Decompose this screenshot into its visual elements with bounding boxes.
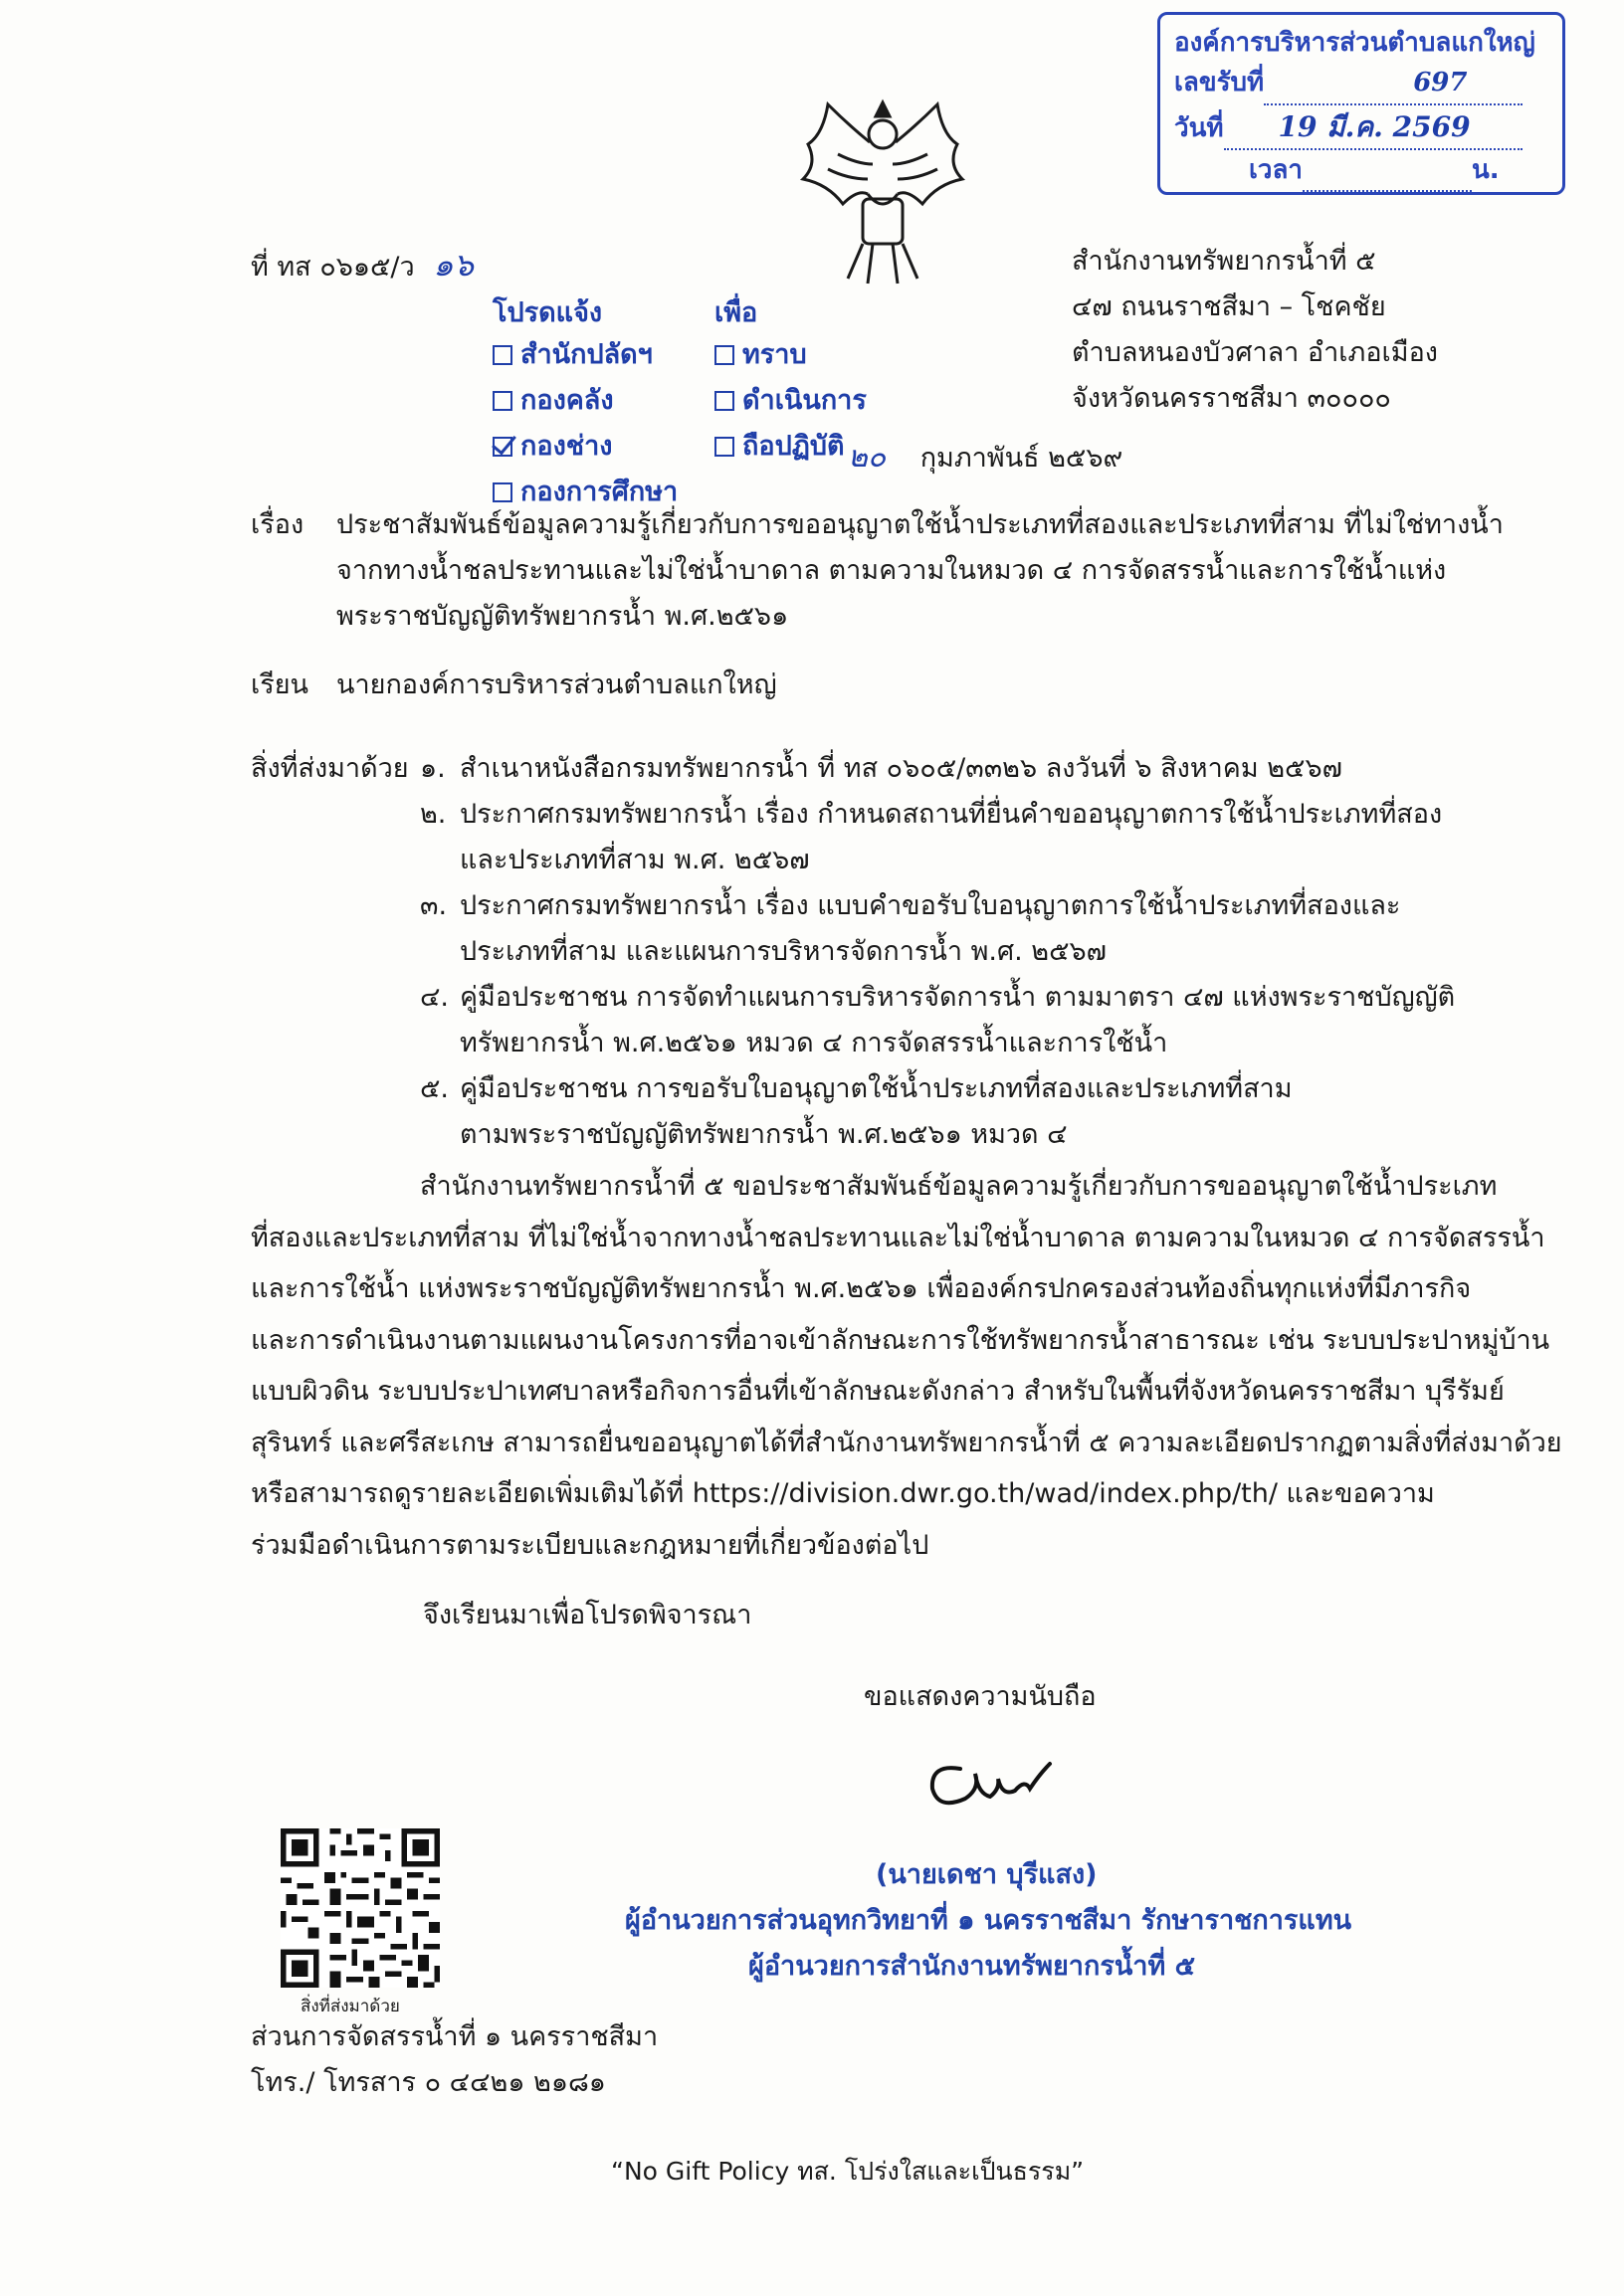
body-line: สุรินทร์ และศรีสะเกษ สามารถยื่นขออนุญาตได้ที่สำนักงานทรัพยากรน้ำที่ ๕ ความละเอียดปรากฏตามสิ่งที่ส่งมาด้วย bbox=[251, 1427, 1562, 1458]
stamp-time-row bbox=[1174, 150, 1548, 192]
sender-line: สำนักงานทรัพยากรน้ำที่ ๕ bbox=[1072, 246, 1376, 277]
subject-label: เรื่อง bbox=[251, 509, 304, 540]
subject-line: จากทางน้ำชลประทานและไม่ใช่น้ำบาดาล ตามความในหมวด ๔ การจัดสรรน้ำและการใช้น้ำแห่ง bbox=[336, 555, 1447, 586]
closing-request: จึงเรียนมาเพื่อโปรดพิจารณา bbox=[423, 1600, 752, 1630]
body-line: สำนักงานทรัพยากรน้ำที่ ๕ ขอประชาสัมพันธ์ข้อมูลความรู้เกี่ยวกับการขออนุญาตใช้น้ำประเภท bbox=[420, 1171, 1498, 1202]
body-line: แบบผิวดิน ระบบประปาเทศบาลหรือกิจการอื่นที่เข้าลักษณะดังกล่าว สำหรับในพื้นที่จังหวัดนครราชสีมา บุรีรัมย์ bbox=[251, 1376, 1505, 1407]
to-value: นายกองค์การบริหารส่วนตำบลแกใหญ่ bbox=[336, 670, 777, 700]
qr-caption: สิ่งที่ส่งมาด้วย bbox=[301, 1997, 400, 2016]
sender-address bbox=[1072, 246, 1438, 429]
subject-line: พระราชบัญญัติทรัพยากรน้ำ พ.ศ.๒๕๖๑ bbox=[336, 601, 789, 632]
attachments-label: สิ่งที่ส่งมาด้วย bbox=[251, 753, 409, 784]
doc-number-handwritten: ๑๖ bbox=[433, 246, 474, 284]
routing-notify-list bbox=[493, 332, 678, 515]
checkbox-icon[interactable] bbox=[714, 345, 734, 365]
checkbox-icon[interactable] bbox=[493, 345, 512, 365]
stamp-time-field bbox=[1303, 150, 1472, 192]
stamp-date-row bbox=[1174, 105, 1548, 150]
signatory-position-1: ผู้อำนวยการส่วนอุทกวิทยาที่ ๑ นครราชสีมา รักษาราชการแทน bbox=[625, 1905, 1352, 1936]
checkbox-icon[interactable] bbox=[714, 437, 734, 457]
routing-option-acknowledge[interactable]: ทราบ bbox=[714, 332, 867, 378]
qr-code[interactable] bbox=[281, 1828, 440, 1988]
to-label: เรียน bbox=[251, 670, 309, 700]
signatory-name: (นายเดชา บุรีแสง) bbox=[876, 1859, 1098, 1890]
stamp-org: องค์การบริหารส่วนตำบลแกใหญ่ bbox=[1174, 28, 1535, 58]
handwritten-signature bbox=[920, 1739, 1070, 1818]
garuda-emblem bbox=[788, 95, 977, 293]
signatory-position-2: ผู้อำนวยการสำนักงานทรัพยากรน้ำที่ ๕ bbox=[748, 1951, 1196, 1982]
body-paragraph bbox=[251, 1171, 1562, 1581]
subject-text bbox=[336, 509, 1504, 647]
stamp-received-no: 697 bbox=[1413, 68, 1468, 98]
date-month-year: กุมภาพันธ์ ๒๕๖๙ bbox=[919, 443, 1123, 474]
contact-unit: ส่วนการจัดสรรน้ำที่ ๑ นครราชสีมา bbox=[251, 2021, 659, 2052]
routing-option-finance[interactable]: กองคลัง bbox=[493, 378, 678, 424]
subject-line: ประชาสัมพันธ์ข้อมูลความรู้เกี่ยวกับการขออนุญาตใช้น้ำประเภทที่สองและประเภทที่สาม ที่ไม่ใช่ทางน้ำ bbox=[336, 509, 1504, 540]
routing-option-comply[interactable]: ถือปฏิบัติ bbox=[714, 424, 867, 470]
body-line: และการใช้น้ำ แห่งพระราชบัญญัติทรัพยากรน้ำ พ.ศ.๒๕๖๑ เพื่อองค์กรปกครองส่วนท้องถิ่นทุกแห่งที่มีภารกิจ bbox=[251, 1273, 1472, 1304]
body-line: หรือสามารถดูรายละเอียดเพิ่มเติมได้ที่ https://division.dwr.go.th/wad/index.php/th/ และขอความ bbox=[251, 1478, 1435, 1509]
checkbox-icon[interactable] bbox=[714, 391, 734, 411]
routing-option-engineering[interactable]: กองช่าง bbox=[493, 424, 678, 470]
stamp-received-no-field bbox=[1264, 63, 1522, 104]
stamp-time-label: เวลา bbox=[1249, 154, 1304, 185]
contact-phone: โทร./ โทรสาร ๐ ๔๔๒๑ ๒๑๘๑ bbox=[251, 2067, 606, 2098]
routing-for-list bbox=[714, 332, 867, 470]
stamp-date-field bbox=[1224, 105, 1522, 150]
footer-policy: “No Gift Policy ทส. โปร่งใสและเป็นธรรม” bbox=[611, 2157, 1085, 2186]
routing-for-heading: เพื่อ bbox=[714, 297, 758, 328]
receipt-stamp bbox=[1157, 12, 1565, 195]
routing-option-proceed[interactable]: ดำเนินการ bbox=[714, 378, 867, 424]
checkbox-icon[interactable] bbox=[493, 482, 512, 502]
body-line: ร่วมมือดำเนินการตามระเบียบและกฎหมายที่เกี่ยวข้องต่อไป bbox=[251, 1529, 929, 1561]
routing-option-central-office[interactable]: สำนักปลัดฯ bbox=[493, 332, 678, 378]
body-line: ที่สองและประเภทที่สาม ที่ไม่ใช่น้ำจากทางน้ำชลประทานและไม่ใช่น้ำบาดาล ตามความในหมวด ๔ การจัดสรรน้ำ bbox=[251, 1222, 1545, 1253]
checkbox-checked-icon[interactable] bbox=[493, 437, 512, 457]
closing-regards: ขอแสดงความนับถือ bbox=[864, 1681, 1097, 1712]
stamp-date: 19 มี.ค. 2569 bbox=[1278, 109, 1471, 143]
sender-line: จังหวัดนครราชสีมา ๓๐๐๐๐ bbox=[1072, 383, 1391, 414]
stamp-received-no-label: เลขรับที่ bbox=[1174, 68, 1265, 98]
sender-line: ๔๗ ถนนราชสีมา – โชคชัย bbox=[1072, 291, 1386, 322]
routing-notify-heading: โปรดแจ้ง bbox=[493, 297, 603, 328]
document-date bbox=[848, 440, 1122, 476]
stamp-time-suffix: น. bbox=[1472, 154, 1500, 185]
stamp-date-label: วันที่ bbox=[1174, 112, 1224, 143]
sender-line: ตำบลหนองบัวศาลา อำเภอเมือง bbox=[1072, 337, 1438, 368]
date-day-handwritten: ๒๐ bbox=[848, 440, 887, 475]
doc-number bbox=[251, 246, 474, 284]
checkbox-icon[interactable] bbox=[493, 391, 512, 411]
body-line: และการดำเนินงานตามแผนงานโครงการที่อาจเข้าลักษณะการใช้ทรัพยากรน้ำสาธารณะ เช่น ระบบประปาหมู่บ้าน bbox=[251, 1324, 1550, 1356]
doc-number-prefix: ที่ ทส ๐๖๑๕/ว bbox=[251, 252, 415, 283]
stamp-received-no-row bbox=[1174, 63, 1548, 104]
routing-option-education[interactable]: กองการศึกษา bbox=[493, 470, 678, 515]
